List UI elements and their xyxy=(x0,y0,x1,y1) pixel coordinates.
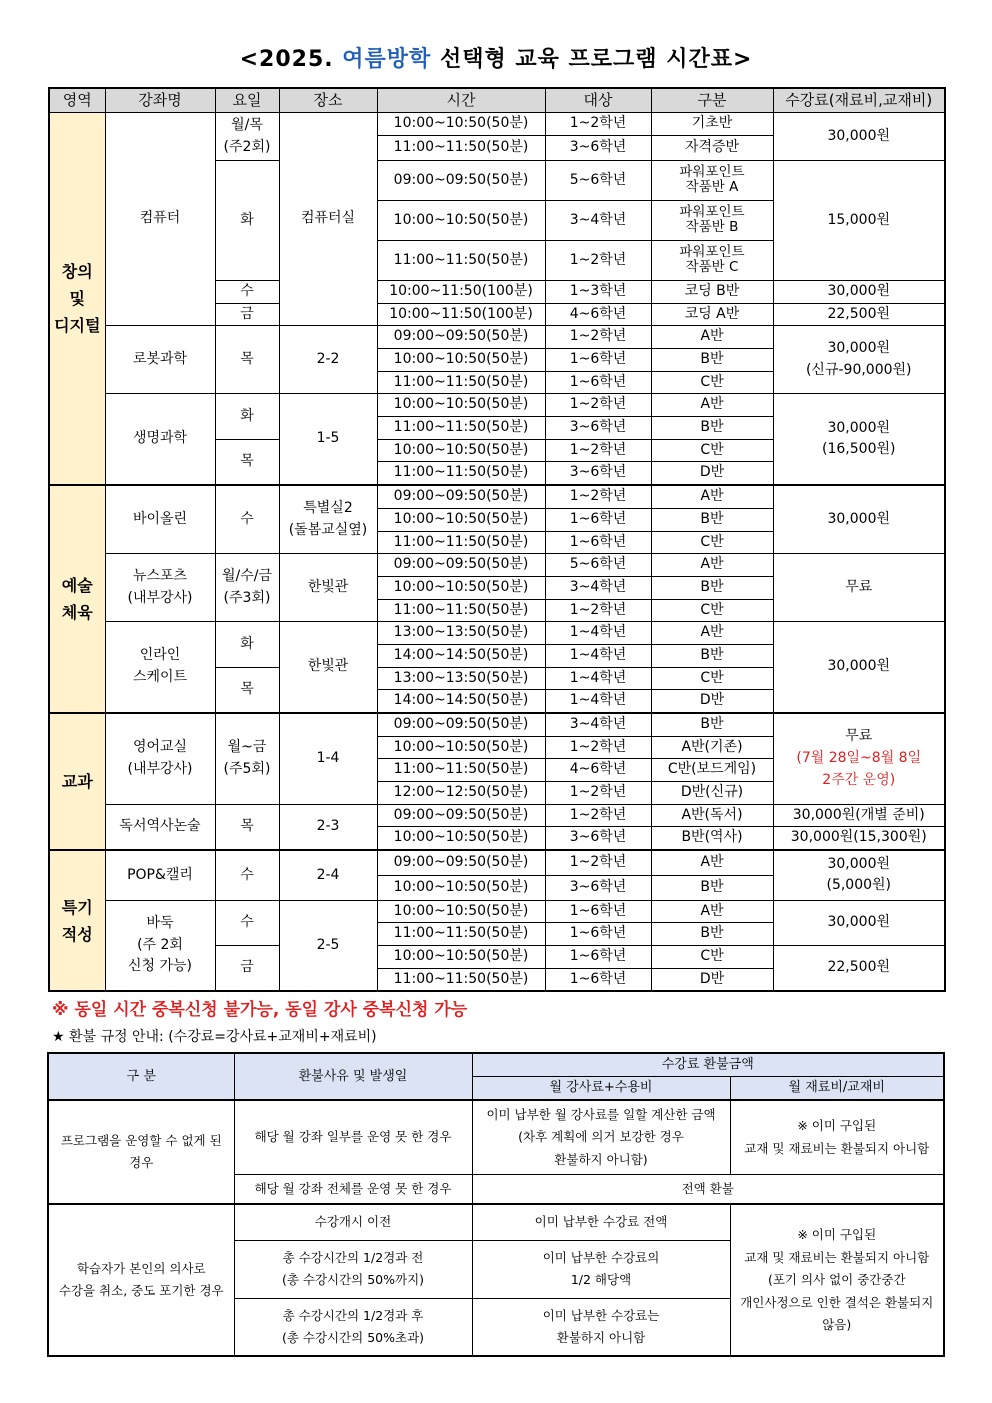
cell-fee: 15,000원 xyxy=(773,160,945,280)
refund-material: ※ 이미 구입된 교재 및 재료비는 환불되지 아니함 (포기 의사 없이 중간중간 개인사정으로 인한 결석은 환불되지 않음) xyxy=(730,1204,944,1356)
duplicate-warning: ※ 동일 시간 중복신청 불가능, 동일 강사 중복신청 가능 xyxy=(52,1000,468,1020)
cell-group: B반 xyxy=(651,875,773,900)
cell-day: 화 xyxy=(215,394,279,439)
cell-day: 수 xyxy=(215,280,279,303)
cell-time: 14:00~14:50(50분) xyxy=(377,690,545,713)
cell-time: 10:00~10:50(50분) xyxy=(377,827,545,850)
cell-target: 1~4학년 xyxy=(545,644,651,667)
cell-day: 화 xyxy=(215,160,279,280)
cell-time: 09:00~09:50(50분) xyxy=(377,554,545,577)
cell-target: 1~2학년 xyxy=(545,326,651,349)
cell-target: 1~6학년 xyxy=(545,371,651,394)
cell-group: A반 xyxy=(651,326,773,349)
cell-target: 1~3학년 xyxy=(545,280,651,303)
cell-target: 3~4학년 xyxy=(545,200,651,240)
table-row xyxy=(49,804,945,827)
cell-group: B반 xyxy=(651,713,773,736)
cell-time: 09:00~09:50(50분) xyxy=(377,850,545,875)
cell-time: 09:00~09:50(50분) xyxy=(377,160,545,200)
cell-time: 10:00~10:50(50분) xyxy=(377,439,545,462)
cell-course: 생명과학 xyxy=(105,394,215,485)
cell-time: 11:00~11:50(50분) xyxy=(377,135,545,160)
cell-target: 1~6학년 xyxy=(545,900,651,923)
cell-target: 4~6학년 xyxy=(545,303,651,326)
col-header-group: 구분 xyxy=(651,88,773,113)
cell-time: 10:00~10:50(50분) xyxy=(377,349,545,372)
cell-group: C반 xyxy=(651,371,773,394)
table-row xyxy=(49,485,945,508)
cell-time: 10:00~10:50(50분) xyxy=(377,394,545,417)
cell-group: A반 xyxy=(651,850,773,875)
cell-time: 11:00~11:50(50분) xyxy=(377,240,545,280)
cell-course: 로봇과학 xyxy=(105,326,215,394)
cell-place: 한빛관 xyxy=(279,554,377,622)
table-row xyxy=(49,554,945,577)
cell-time: 11:00~11:50(50분) xyxy=(377,417,545,440)
cell-time: 11:00~11:50(50분) xyxy=(377,759,545,782)
cell-group: B반 xyxy=(651,508,773,531)
cell-target: 1~6학년 xyxy=(545,349,651,372)
cell-time: 11:00~11:50(50분) xyxy=(377,531,545,554)
cell-area: 교과 xyxy=(49,713,105,850)
cell-time: 11:00~11:50(50분) xyxy=(377,923,545,946)
refund-header-category: 구 분 xyxy=(48,1053,234,1100)
cell-course: 인라인 스케이트 xyxy=(105,622,215,713)
cell-fee: 무료 (7월 28일~8월 8일 2주간 운영) xyxy=(773,713,945,804)
table-row xyxy=(49,900,945,923)
table-row xyxy=(49,113,945,136)
cell-target: 1~2학년 xyxy=(545,599,651,622)
cell-target: 1~6학년 xyxy=(545,968,651,991)
cell-fee: 30,000원 xyxy=(773,900,945,945)
cell-fee: 무료 xyxy=(773,554,945,622)
cell-time: 10:00~10:50(50분) xyxy=(377,875,545,900)
refund-reason: 총 수강시간의 1/2경과 전 (총 수강시간의 50%까지) xyxy=(234,1240,472,1298)
cell-time: 10:00~10:50(50분) xyxy=(377,736,545,759)
refund-reason: 수강개시 이전 xyxy=(234,1204,472,1240)
cell-time: 11:00~11:50(50분) xyxy=(377,371,545,394)
cell-day: 목 xyxy=(215,326,279,394)
cell-time: 11:00~11:50(50분) xyxy=(377,968,545,991)
cell-group: 파워포인트 작품반 B xyxy=(651,200,773,240)
cell-day: 화 xyxy=(215,622,279,667)
cell-time: 14:00~14:50(50분) xyxy=(377,644,545,667)
cell-target: 1~6학년 xyxy=(545,531,651,554)
cell-place: 1-4 xyxy=(279,713,377,804)
cell-day: 월~금 (주5회) xyxy=(215,713,279,804)
cell-place: 2-5 xyxy=(279,900,377,991)
refund-header-amount: 수강료 환불금액 xyxy=(472,1053,944,1077)
cell-day: 수 xyxy=(215,850,279,900)
cell-course: 독서역사논술 xyxy=(105,804,215,850)
cell-target: 3~4학년 xyxy=(545,713,651,736)
cell-day: 금 xyxy=(215,946,279,992)
cell-group: B반(역사) xyxy=(651,827,773,850)
cell-day: 목 xyxy=(215,667,279,713)
col-header-place: 장소 xyxy=(279,88,377,113)
cell-area: 예술 체육 xyxy=(49,485,105,713)
cell-group: 코딩 B반 xyxy=(651,280,773,303)
refund-title: ★ 환불 규정 안내: (수강료=강사료+교재비+재료비) xyxy=(52,1029,377,1045)
fee-note: (7월 28일~8월 8일 2주간 운영) xyxy=(796,750,922,788)
cell-target: 3~6학년 xyxy=(545,462,651,485)
cell-group: A반 xyxy=(651,485,773,508)
cell-day: 월/수/금 (주3회) xyxy=(215,554,279,622)
refund-reason: 해당 월 강좌 일부를 운영 못 한 경우 xyxy=(234,1100,472,1174)
refund-tuition: 이미 납부한 수강료는 환불하지 아니함 xyxy=(472,1298,730,1356)
cell-time: 10:00~10:50(50분) xyxy=(377,900,545,923)
cell-fee: 30,000원(개별 준비) xyxy=(773,804,945,827)
cell-time: 10:00~10:50(50분) xyxy=(377,576,545,599)
cell-time: 09:00~09:50(50분) xyxy=(377,804,545,827)
table-row xyxy=(49,850,945,875)
cell-time: 10:00~11:50(100분) xyxy=(377,303,545,326)
cell-target: 1~2학년 xyxy=(545,782,651,805)
cell-place: 1-5 xyxy=(279,394,377,485)
table-row xyxy=(49,394,945,417)
cell-place: 2-3 xyxy=(279,804,377,850)
refund-material: ※ 이미 구입된 교재 및 재료비는 환불되지 아니함 xyxy=(730,1100,944,1174)
cell-target: 3~6학년 xyxy=(545,135,651,160)
cell-time: 10:00~10:50(50분) xyxy=(377,113,545,136)
cell-fee: 22,500원 xyxy=(773,946,945,992)
refund-tuition: 이미 납부한 월 강사료를 일할 계산한 금액 (차후 계획에 의거 보강한 경우 환불하지 아니함) xyxy=(472,1100,730,1174)
refund-table xyxy=(47,1052,945,1357)
cell-time: 10:00~10:50(50분) xyxy=(377,946,545,969)
cell-day: 금 xyxy=(215,303,279,326)
refund-header-tuition: 월 강사료+수용비 xyxy=(472,1077,730,1101)
cell-fee: 30,000원 xyxy=(773,113,945,161)
col-header-time: 시간 xyxy=(377,88,545,113)
refund-reason: 해당 월 강좌 전체를 운영 못 한 경우 xyxy=(234,1174,472,1204)
cell-group: D반 xyxy=(651,690,773,713)
cell-course: 뉴스포츠 (내부강사) xyxy=(105,554,215,622)
cell-group: B반 xyxy=(651,349,773,372)
cell-group: D반 xyxy=(651,968,773,991)
cell-group: A반(독서) xyxy=(651,804,773,827)
cell-group: C반 xyxy=(651,439,773,462)
cell-fee: 30,000원 xyxy=(773,622,945,713)
cell-target: 1~2학년 xyxy=(545,485,651,508)
cell-group: A반 xyxy=(651,622,773,645)
cell-group: C반(보드게임) xyxy=(651,759,773,782)
cell-group: A반 xyxy=(651,900,773,923)
cell-target: 1~6학년 xyxy=(545,946,651,969)
cell-target: 1~2학년 xyxy=(545,804,651,827)
cell-target: 3~6학년 xyxy=(545,417,651,440)
col-header-target: 대상 xyxy=(545,88,651,113)
cell-target: 1~4학년 xyxy=(545,622,651,645)
cell-group: A반 xyxy=(651,554,773,577)
cell-group: B반 xyxy=(651,576,773,599)
cell-time: 10:00~10:50(50분) xyxy=(377,508,545,531)
cell-time: 11:00~11:50(50분) xyxy=(377,462,545,485)
cell-target: 1~6학년 xyxy=(545,923,651,946)
refund-header-reason: 환불사유 및 발생일 xyxy=(234,1053,472,1100)
cell-group: B반 xyxy=(651,923,773,946)
cell-group: D반(신규) xyxy=(651,782,773,805)
cell-target: 3~6학년 xyxy=(545,827,651,850)
cell-course: 영어교실 (내부강사) xyxy=(105,713,215,804)
cell-target: 5~6학년 xyxy=(545,554,651,577)
table-row xyxy=(49,326,945,349)
cell-target: 5~6학년 xyxy=(545,160,651,200)
cell-fee: 22,500원 xyxy=(773,303,945,326)
page-title: <2025. 여름방학 선택형 교육 프로그램 시간표> xyxy=(239,47,753,72)
cell-group: C반 xyxy=(651,599,773,622)
cell-place: 2-2 xyxy=(279,326,377,394)
cell-fee: 30,000원 (16,500원) xyxy=(773,394,945,485)
cell-time: 09:00~09:50(50분) xyxy=(377,326,545,349)
col-header-fee: 수강료(재료비,교재비) xyxy=(773,88,945,113)
cell-group: D반 xyxy=(651,462,773,485)
cell-course: 바이올린 xyxy=(105,485,215,554)
cell-place: 한빛관 xyxy=(279,622,377,713)
table-row xyxy=(49,622,945,645)
cell-fee: 30,000원 (신규-90,000원) xyxy=(773,326,945,394)
cell-target: 4~6학년 xyxy=(545,759,651,782)
refund-category-learner: 학습자가 본인의 의사로 수강을 취소, 중도 포기한 경우 xyxy=(48,1204,234,1356)
cell-time: 09:00~09:50(50분) xyxy=(377,485,545,508)
cell-place: 특별실2 (돌봄교실옆) xyxy=(279,485,377,554)
cell-target: 1~2학년 xyxy=(545,240,651,280)
cell-group: 자격증반 xyxy=(651,135,773,160)
cell-target: 3~6학년 xyxy=(545,875,651,900)
refund-category-program: 프로그램을 운영할 수 없게 된 경우 xyxy=(48,1100,234,1204)
cell-group: B반 xyxy=(651,644,773,667)
table-header xyxy=(49,88,945,113)
cell-group: 파워포인트 작품반 A xyxy=(651,160,773,200)
cell-course: 바둑 (주 2회 신청 가능) xyxy=(105,900,215,991)
cell-area: 창의 및 디지털 xyxy=(49,113,105,485)
cell-day: 월/목 (주2회) xyxy=(215,113,279,161)
col-header-course: 강좌명 xyxy=(105,88,215,113)
cell-group: 코딩 A반 xyxy=(651,303,773,326)
cell-time: 13:00~13:50(50분) xyxy=(377,667,545,690)
cell-target: 1~6학년 xyxy=(545,508,651,531)
cell-fee: 30,000원 xyxy=(773,280,945,303)
cell-group: 파워포인트 작품반 C xyxy=(651,240,773,280)
schedule-table xyxy=(48,87,946,992)
cell-target: 1~2학년 xyxy=(545,439,651,462)
cell-time: 09:00~09:50(50분) xyxy=(377,713,545,736)
cell-time: 12:00~12:50(50분) xyxy=(377,782,545,805)
cell-group: C반 xyxy=(651,667,773,690)
cell-group: A반(기존) xyxy=(651,736,773,759)
cell-time: 10:00~10:50(50분) xyxy=(377,200,545,240)
cell-time: 11:00~11:50(50분) xyxy=(377,599,545,622)
table-row xyxy=(49,713,945,736)
cell-course: POP&캘리 xyxy=(105,850,215,900)
cell-group: C반 xyxy=(651,531,773,554)
cell-target: 1~4학년 xyxy=(545,667,651,690)
cell-group: 기초반 xyxy=(651,113,773,136)
refund-tuition: 전액 환불 xyxy=(472,1174,944,1204)
cell-time: 13:00~13:50(50분) xyxy=(377,622,545,645)
cell-target: 1~2학년 xyxy=(545,736,651,759)
cell-group: C반 xyxy=(651,946,773,969)
cell-day: 수 xyxy=(215,485,279,554)
cell-target: 1~2학년 xyxy=(545,850,651,875)
cell-fee: 30,000원(15,300원) xyxy=(773,827,945,850)
cell-place: 컴퓨터실 xyxy=(279,113,377,326)
col-header-area: 영역 xyxy=(49,88,105,113)
cell-place: 2-4 xyxy=(279,850,377,900)
cell-day: 목 xyxy=(215,804,279,850)
refund-tuition: 이미 납부한 수강료 전액 xyxy=(472,1204,730,1240)
cell-day: 목 xyxy=(215,439,279,485)
cell-target: 1~2학년 xyxy=(545,113,651,136)
cell-course: 컴퓨터 xyxy=(105,113,215,326)
refund-tuition: 이미 납부한 수강료의 1/2 해당액 xyxy=(472,1240,730,1298)
col-header-day: 요일 xyxy=(215,88,279,113)
cell-group: A반 xyxy=(651,394,773,417)
schedule-body xyxy=(49,113,945,992)
cell-day: 수 xyxy=(215,900,279,945)
cell-group: B반 xyxy=(651,417,773,440)
cell-target: 3~4학년 xyxy=(545,576,651,599)
refund-reason: 총 수강시간의 1/2경과 후 (총 수강시간의 50%초과) xyxy=(234,1298,472,1356)
cell-time: 10:00~11:50(100분) xyxy=(377,280,545,303)
cell-target: 1~2학년 xyxy=(545,394,651,417)
cell-fee: 30,000원 xyxy=(773,485,945,554)
cell-target: 1~4학년 xyxy=(545,690,651,713)
cell-fee: 30,000원 (5,000원) xyxy=(773,850,945,900)
refund-header-material: 월 재료비/교재비 xyxy=(730,1077,944,1101)
cell-area: 특기 적성 xyxy=(49,850,105,991)
